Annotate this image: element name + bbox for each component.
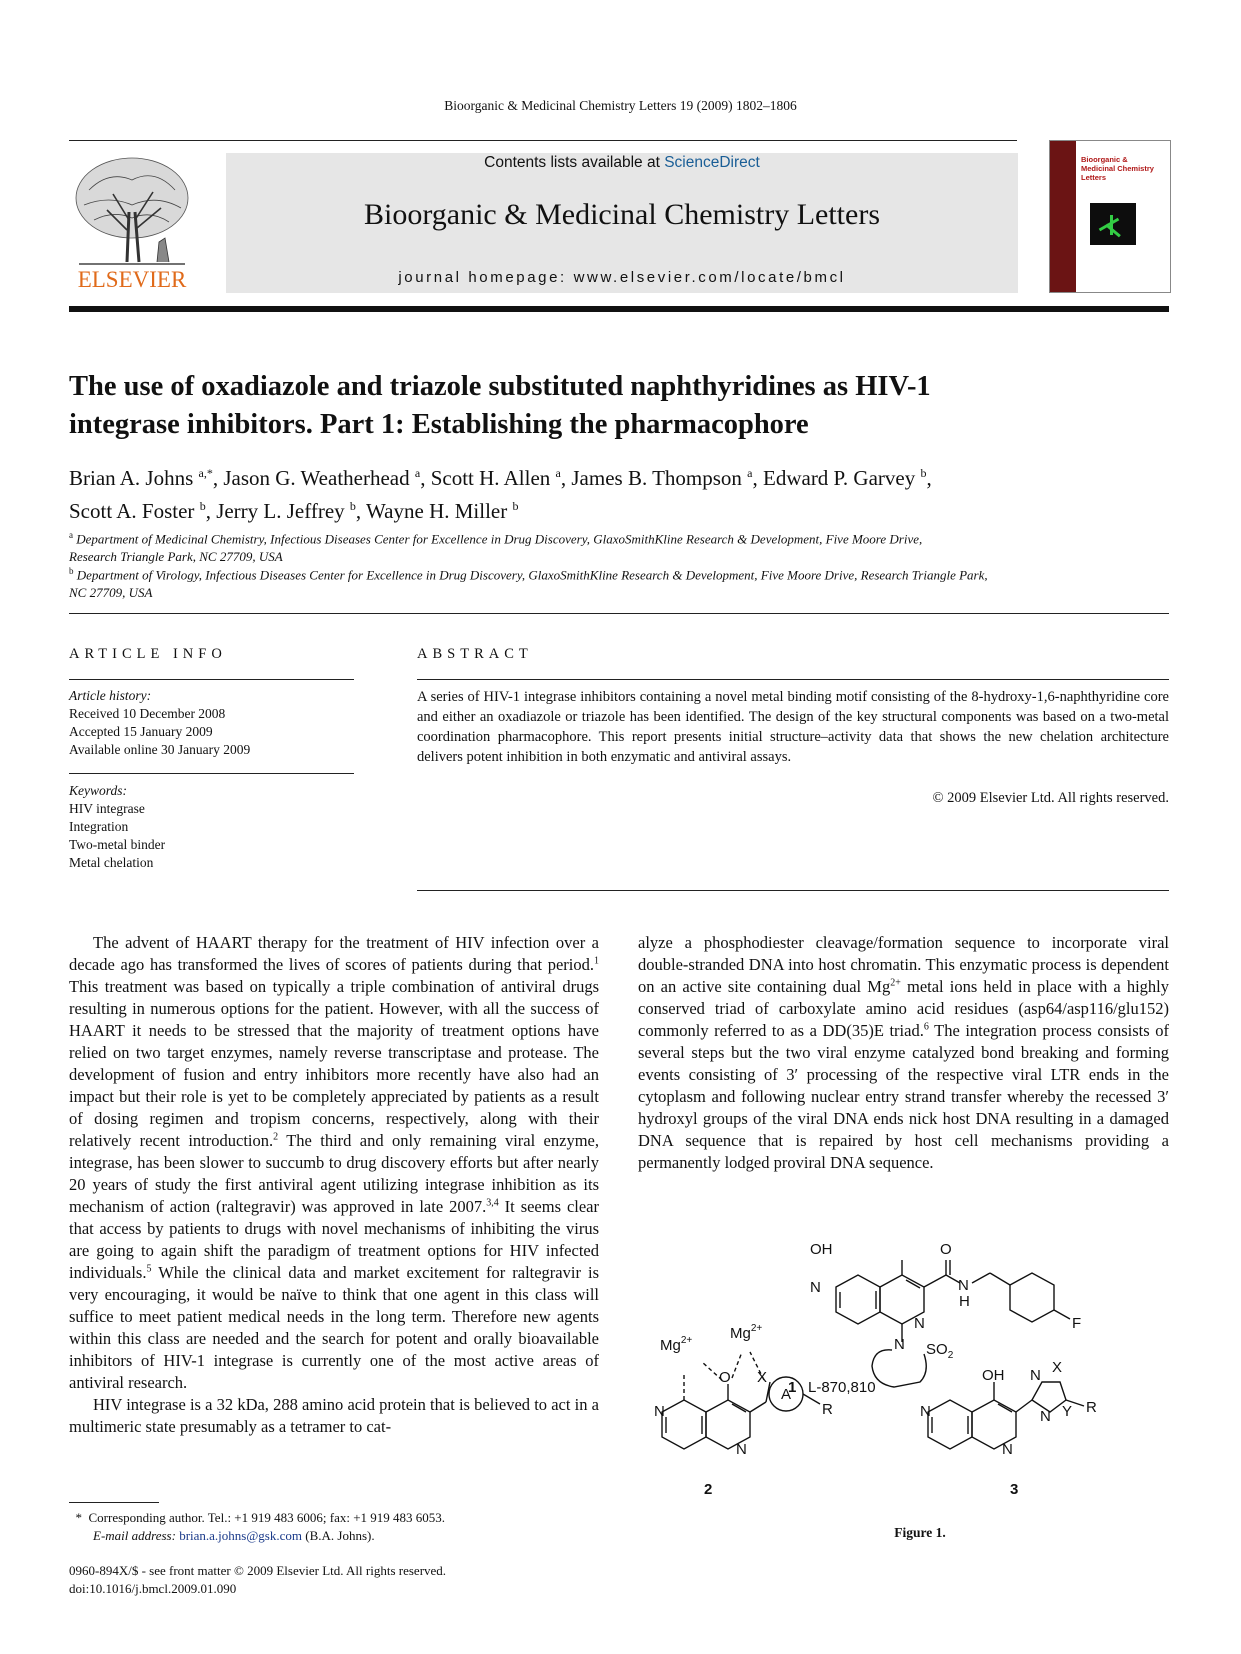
elsevier-wordmark: ELSEVIER (77, 267, 187, 292)
affiliation-b: $^b$ Department of Virology, Infectious Diseases Center for Excellence in Drug Discovery, GlaxoSmithKline Research & Development, Five Moore Drive, Research Triangle Park, NC 27709, USA (69, 566, 988, 601)
compound-1-name: L-870,810 (808, 1379, 876, 1396)
journal-name: Bioorganic & Medicinal Chemistry Letters (363, 198, 880, 231)
abstract-rule (417, 679, 1169, 680)
label-n: N (958, 1277, 969, 1294)
label-r: R (1086, 1399, 1097, 1416)
contents-line: Contents lists available at ScienceDirect (484, 154, 760, 171)
label-n: N (1002, 1441, 1013, 1458)
citation[interactable]: 3,4 (486, 1197, 499, 1209)
compound-2-number: 2 (704, 1481, 713, 1498)
corresponding-author-footnote: * Corresponding author. Tel.: +1 919 483 6006; fax: +1 919 483 6053. E-mail address: brian.a.johns@gsk.com (B.A. Johns). (75, 1510, 446, 1543)
keyword: HIV integrase (69, 801, 145, 816)
cover-molecule-image (1090, 203, 1136, 245)
compound-1-number: 1 (788, 1379, 797, 1396)
journal-homepage[interactable]: journal homepage: www.elsevier.com/locate/bmcl (398, 269, 846, 286)
label-y: Y (1062, 1403, 1073, 1420)
label-r: R (822, 1401, 833, 1418)
abstract-heading: ABSTRACT (417, 646, 533, 662)
label-n: N (1030, 1367, 1041, 1384)
keyword: Two-metal binder (69, 837, 166, 852)
author: Brian A. Johns (69, 466, 194, 490)
author: Edward P. Garvey (763, 466, 916, 490)
label-oh: OH (982, 1367, 1005, 1384)
citation[interactable]: 1 (594, 955, 599, 967)
keyword: Integration (69, 819, 129, 834)
citation[interactable]: 6 (923, 1021, 929, 1033)
journal-cover-thumbnail (1049, 140, 1171, 293)
compound-3-structure (928, 1382, 1084, 1449)
article-history: Article history: Received 10 December 2008 Accepted 15 January 2009 Available online 30 January 2009 (69, 688, 251, 757)
author: Wayne H. Miller (366, 499, 508, 523)
label-x: X (757, 1369, 768, 1386)
article-info-rule (69, 679, 354, 680)
header-thick-rule (69, 306, 1169, 312)
doi-line[interactable]: doi:10.1016/j.bmcl.2009.01.090 (69, 1581, 237, 1596)
author: Scott H. Allen (430, 466, 551, 490)
label-n: N (894, 1336, 905, 1353)
sciencedirect-link[interactable]: ScienceDirect (664, 154, 760, 171)
article-info-heading: ARTICLE INFO (69, 646, 227, 662)
cover-stripe (1050, 141, 1076, 292)
body-left-column (69, 932, 599, 1438)
author: James B. Thompson (571, 466, 742, 490)
label-o: O (719, 1369, 731, 1386)
author: Jerry L. Jeffrey (216, 499, 345, 523)
body-paragraph: alyze a phosphodiester cleavage/formation sequence to incorporate viral double-stranded DNA into host chromatin. This enzymatic process is dependent on an active site containing dual $Mg^{2+}$ metal ions held in place with a highly conserved triad of carboxylate amino acid residues (asp64/asp116/glu152) commonly referred to as a DD(35)E triad.$^6$ The integration process consists of several steps but the two viral enzyme catalyzed bond breaking and forming events consisting of 3′ processing of the respective viral LTR ends in the cytoplasm and following nuclear entry strand transfer whereby the recessed 3′ hydroxyl groups of the viral DNA ends nick host DNA resulting in a damaged DNA sequence that is repaired by host cell mechanisms providing a permanently lodged proviral DNA sequence. (638, 933, 1169, 1172)
label-so2: $SO_2$ (926, 1341, 954, 1361)
label-a: A (781, 1386, 792, 1403)
label-oh: OH (810, 1241, 833, 1258)
journal-banner (226, 153, 1018, 293)
author: Scott A. Foster (69, 499, 195, 523)
elsevier-tree-icon (69, 150, 195, 292)
label-f: F (1072, 1315, 1082, 1332)
abstract-copyright: © 2009 Elsevier Ltd. All rights reserved. (932, 790, 1169, 806)
citation[interactable]: 2 (273, 1131, 279, 1143)
figure-1-structures (654, 1232, 1180, 1542)
abstract-bottom-rule (417, 890, 1169, 891)
issn-line: 0960-894X/$ - see front matter © 2009 Elsevier Ltd. All rights reserved. (69, 1563, 447, 1578)
label-o: O (940, 1241, 952, 1258)
label-n: N (654, 1403, 665, 1420)
email-link[interactable]: brian.a.johns@gsk.com (179, 1528, 303, 1543)
cover-title: Bioorganic & Medicinal Chemistry Letters (1081, 155, 1154, 182)
label-x: X (1052, 1359, 1063, 1376)
keywords: Keywords: HIV integrase Integration Two-metal binder Metal chelation (69, 782, 354, 872)
compound-3-number: 3 (1010, 1481, 1019, 1498)
label-n: N (920, 1403, 931, 1420)
article-title: The use of oxadiazole and triazole substituted naphthyridines as HIV-1 integrase inhibitors. Part 1: Establishing the pharmacophore (69, 371, 931, 440)
footnote-rule (69, 1502, 159, 1503)
author-list: Brian A. Johns $^{a,*}$, Jason G. Weatherhead $^a$, Scott H. Allen $^a$, James B. Thompson $^a$, Edward P. Garvey $^b$, Scott A. Foster $^b$, Jerry L. Jeffrey $^b$, Wayne H. Miller $^b$ (69, 466, 932, 523)
label-n: N (914, 1315, 925, 1332)
compound-2-structure (662, 1352, 820, 1449)
affiliation-a: $^a$ Department of Medicinal Chemistry, Infectious Diseases Center for Excellence in Drug Discovery, GlaxoSmithKline Research & Development, Five Moore Drive, Research Triangle Park, NC 27709, USA (69, 530, 923, 565)
history-rule (69, 773, 354, 774)
header-rule (69, 140, 1017, 141)
citation[interactable]: 5 (146, 1263, 152, 1275)
label-h: H (959, 1293, 970, 1310)
affiliation-rule (69, 613, 1169, 614)
figure-caption: Figure 1. (894, 1525, 946, 1540)
label-n: N (1040, 1408, 1051, 1425)
label-mg: $Mg^{2+}$ (730, 1323, 763, 1342)
label-mg: $Mg^{2+}$ (660, 1335, 693, 1354)
label-n: N (736, 1441, 747, 1458)
keyword: Metal chelation (69, 855, 154, 870)
label-n: N (810, 1279, 821, 1296)
body-paragraph: HIV integrase is a 32 kDa, 288 amino acid protein that is believed to act in a multimeric state presumably as a tetramer to cat- (69, 1395, 599, 1436)
author: Jason G. Weatherhead (223, 466, 410, 490)
body-paragraph: The advent of HAART therapy for the treatment of HIV infection over a decade ago has transformed the lives of scores of patients during that period.$^1$ This treatment was based on typically a triple combination of antiviral drugs resulting in numerous options for the patient. However, with all the success of HAART it needs to be stressed that the majority of treatment options have relied on two target enzymes, namely reverse transcriptase and protease. The development of fusion and entry inhibitors more recently have also had an impact but their role is yet to be completely appreciated by patients as a result of dosing regimen and tropism concerns, respectively, along with their relatively recent introduction.$^2$ The third and only remaining viral enzyme, integrase, has been slower to succumb to drug discovery efforts but after nearly 20 years of study the first antiviral agent utilizing integrase inhibition as its mechanism of action (raltegravir) was approved in late 2007.$^{3,4}$ It seems clear that access by patients to drugs with novel mechanisms of inhibiting the virus are going to again shift the paradigm of treatment options for HIV infected individuals.$^5$ While the clinical data and market excitement for raltegravir is very encouraging, it would be naïve to think that one agent in this class will suffice to meet patient medical needs in the long term. Therefore new agents within this class are needed and the search for potent and orally bioavailable inhibitors of HIV-1 integrase is currently one of the most active areas of antiviral research. (69, 933, 599, 1392)
abstract-text: A series of HIV-1 integrase inhibitors containing a novel metal binding motif consisting of the 8-hydroxy-1,6-naphthyridine core and either an oxadiazole or triazole has been identified. The design of the key structural components was based on a two-metal coordination pharmacophore. This report presents initial structure–activity data that shows the new chelation architecture delivers potent inhibition in both enzymatic and antiviral assays. (417, 689, 1169, 765)
journal-reference: Bioorganic & Medicinal Chemistry Letters 19 (2009) 1802–1806 (444, 98, 797, 113)
elsevier-logo (69, 150, 195, 292)
body-right-column (638, 932, 1169, 1174)
